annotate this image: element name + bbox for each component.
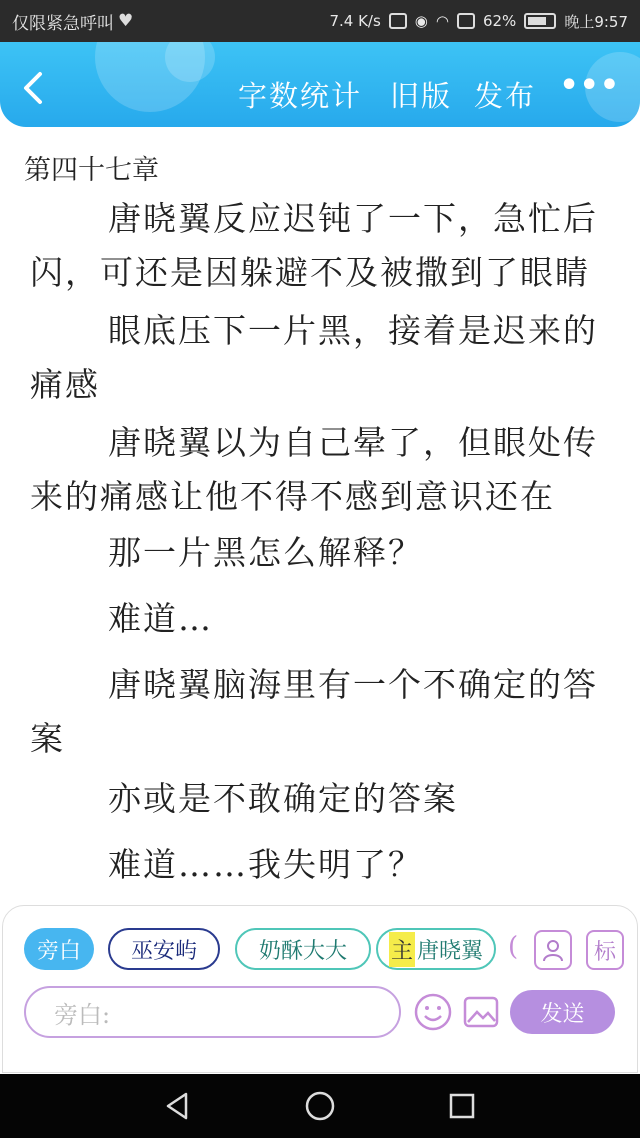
carrier-text: 仅限紧急呼叫	[12, 13, 114, 34]
nav-recents-icon[interactable]	[444, 1088, 480, 1124]
smiley-icon	[413, 992, 453, 1032]
tag-button[interactable]: 标	[586, 930, 624, 970]
battery-icon	[524, 13, 556, 29]
more-menu-icon[interactable]: •••	[559, 68, 620, 103]
paragraph: 唐晓翼脑海里有一个不确定的答案	[30, 665, 598, 758]
chevron-left-icon	[14, 68, 54, 108]
chapter-title: 第四十七章	[24, 155, 159, 186]
send-button[interactable]: 发送	[510, 990, 615, 1034]
system-nav-bar	[0, 1074, 640, 1138]
status-right	[329, 11, 628, 32]
alert-icon	[457, 13, 475, 29]
status-left	[12, 9, 133, 34]
person-icon	[539, 936, 567, 964]
clock: 晚上9:57	[564, 12, 628, 31]
contact-button[interactable]	[534, 930, 572, 970]
emoji-button[interactable]	[413, 992, 453, 1032]
chip-label: 唐晓翼	[417, 938, 484, 964]
chapter-content	[0, 140, 640, 900]
partial-chip[interactable]: (	[508, 932, 519, 962]
chip-narration[interactable]: 旁白	[24, 928, 94, 970]
app-header	[0, 42, 640, 127]
paragraph: 眼底压下一片黑，接着是迟来的痛感	[30, 311, 598, 404]
eye-icon: ◉	[414, 12, 428, 30]
paragraph: 唐晓翼反应迟钝了一下，急忙后闪，可还是因躲避不及被撒到了眼睛	[30, 199, 598, 292]
paragraph: 那一片黑怎么解释？	[108, 533, 423, 572]
chip-main-character[interactable]	[376, 928, 496, 970]
nav-home-icon[interactable]	[302, 1088, 338, 1124]
message-input[interactable]: 旁白:	[24, 986, 401, 1038]
publish-button[interactable]: 发布	[474, 79, 537, 113]
paragraph: 唐晓翼以为自己晕了，但眼处传来的痛感让他不得不感到意识还在	[30, 423, 598, 516]
image-button[interactable]	[461, 992, 501, 1032]
paragraph: 难道…	[108, 599, 213, 638]
main-tag: 主	[389, 932, 415, 967]
heart-pulse-icon: ♥	[118, 11, 134, 31]
image-icon	[461, 992, 501, 1032]
old-version-button[interactable]: 旧版	[390, 79, 453, 113]
paragraph: 难道……我失明了？	[108, 845, 423, 884]
chip-character[interactable]: 奶酥大大	[235, 928, 371, 970]
status-bar	[0, 0, 640, 42]
back-button[interactable]	[14, 68, 54, 108]
network-speed: 7.4 K/s	[329, 12, 381, 30]
word-count-button[interactable]: 字数统计	[238, 79, 363, 113]
paragraph: 亦或是不敢确定的答案	[108, 779, 458, 818]
wifi-icon: ◠	[435, 12, 449, 30]
nav-back-icon[interactable]	[160, 1088, 196, 1124]
battery-percent: 62%	[482, 12, 517, 30]
chip-character[interactable]: 巫安屿	[108, 928, 220, 970]
vibrate-icon	[389, 13, 407, 29]
